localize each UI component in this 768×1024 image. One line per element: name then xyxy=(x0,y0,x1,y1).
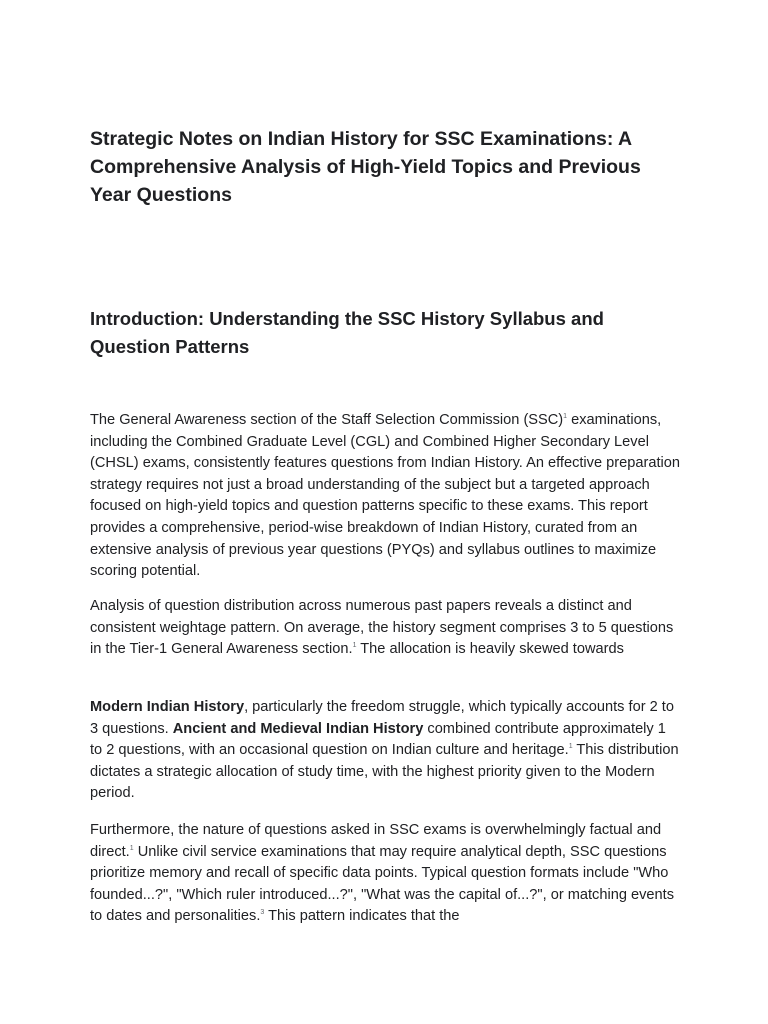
paragraph-3 xyxy=(90,697,680,805)
citation-marker[interactable]: 1 xyxy=(352,642,357,650)
paragraph-text: This distribution dictates a strategic allocation of study time, with the highest priority given to the Modern period. xyxy=(90,742,679,802)
paragraph-text: The General Awareness section of the Staff Selection Commission (SSC) xyxy=(90,412,564,428)
paragraph-text: Analysis of question distribution across numerous past papers reveals a distinct and consistent weightage pattern. On average, the history segment comprises 3 to 5 questions in the Tier-1 General Awareness section. xyxy=(90,598,674,658)
citation-marker[interactable]: 1 xyxy=(568,743,573,751)
paragraph-text: The allocation is heavily skewed towards xyxy=(356,641,624,658)
citation-marker[interactable]: 1 xyxy=(563,413,568,420)
citation-marker[interactable]: 3 xyxy=(260,909,265,917)
bold-term-ancient-medieval-history: Ancient and Medieval Indian History xyxy=(172,720,424,737)
paragraph-text: examinations, including the Combined Graduate Level (CGL) and Combined Higher Secondary Level (CHSL) exams, consistently features questions from Indian History. An effective preparation strategy requires not just a broad understanding of the subject but a targeted approach focused on high-yield topics and question patterns specific to these exams. This report provides a comprehensive, period-wise breakdown of Indian History, curated from an extensive analysis of previous year questions (PYQs) and syllabus outlines to maximize scoring potential. xyxy=(90,412,680,580)
paragraph-text: , particularly the freedom struggle, which typically accounts for 2 to 3 questions. xyxy=(90,699,674,737)
citation-marker[interactable]: 1 xyxy=(129,844,134,852)
paragraph-text: Unlike civil service examinations that may require analytical depth, SSC questions prioritize memory and recall of specific data points. Typical question formats include "Who founded...?", "Which ruler introduced...?", "What was the capital of...?", or matching events to dates and personalities. xyxy=(90,843,674,925)
paragraph-text: This pattern indicates that the xyxy=(264,908,460,925)
paragraph-text: Furthermore, the nature of questions asked in SSC exams is overwhelmingly factual and direct. xyxy=(90,822,662,860)
paragraph-1 xyxy=(90,410,680,583)
paragraph-text: combined contribute approximately 1 to 2 questions, with an occasional question on Indian culture and heritage. xyxy=(90,720,666,759)
paragraph-2 xyxy=(90,596,680,661)
document-title: Strategic Notes on Indian History for SSC Examinations: A Comprehensive Analysis of High-Yield Topics and Previous Year Questions xyxy=(90,128,641,206)
paragraph-4 xyxy=(90,820,680,928)
bold-term-modern-history: Modern Indian History xyxy=(90,699,245,715)
section-heading-introduction: Introduction: Understanding the SSC History Syllabus and Question Patterns xyxy=(90,308,604,357)
